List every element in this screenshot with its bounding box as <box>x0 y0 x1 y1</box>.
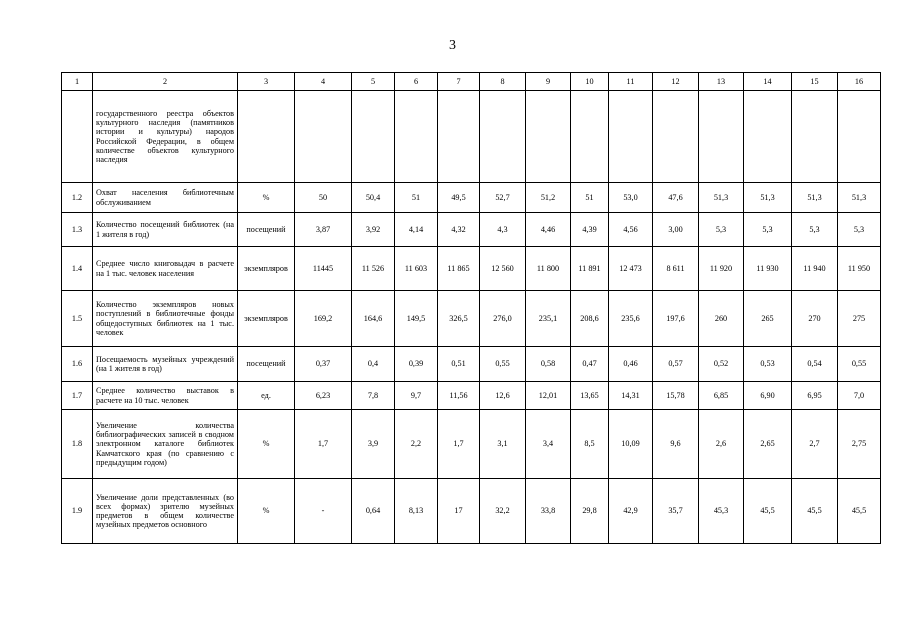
column-number-header: 13 <box>699 73 744 91</box>
unit-cell: экземпляров <box>238 291 295 347</box>
value-cell <box>571 91 609 183</box>
value-cell: 33,8 <box>526 479 571 544</box>
value-cell <box>352 91 395 183</box>
value-cell: 51,3 <box>792 183 838 213</box>
value-cell: 2,65 <box>744 410 792 479</box>
value-cell: 12,6 <box>480 382 526 410</box>
value-cell: 4,3 <box>480 213 526 247</box>
indicator-description-cell: Количество экземпляров новых поступлений в библиотечные фонды общедоступных библиотек на 1 тыс. человек <box>93 291 238 347</box>
value-cell: 50 <box>295 183 352 213</box>
table-row <box>62 91 881 183</box>
value-cell: 51,2 <box>526 183 571 213</box>
value-cell: 4,56 <box>609 213 653 247</box>
unit-cell: ед. <box>238 382 295 410</box>
value-cell: 3,1 <box>480 410 526 479</box>
value-cell: 326,5 <box>438 291 480 347</box>
unit-cell <box>238 91 295 183</box>
value-cell: 149,5 <box>395 291 438 347</box>
value-cell: 3,9 <box>352 410 395 479</box>
row-number-cell <box>62 91 93 183</box>
value-cell: 45,5 <box>792 479 838 544</box>
value-cell: 29,8 <box>571 479 609 544</box>
value-cell: 3,4 <box>526 410 571 479</box>
row-number-cell: 1.9 <box>62 479 93 544</box>
value-cell: 50,4 <box>352 183 395 213</box>
value-cell: 11 891 <box>571 247 609 291</box>
column-number-header: 8 <box>480 73 526 91</box>
column-number-header: 7 <box>438 73 480 91</box>
value-cell: 51,3 <box>838 183 881 213</box>
value-cell: 47,6 <box>653 183 699 213</box>
value-cell: 197,6 <box>653 291 699 347</box>
row-number-cell: 1.8 <box>62 410 93 479</box>
value-cell <box>653 91 699 183</box>
table-row <box>62 382 881 410</box>
unit-cell: посещений <box>238 213 295 247</box>
value-cell: 5,3 <box>744 213 792 247</box>
value-cell: 45,3 <box>699 479 744 544</box>
value-cell: 208,6 <box>571 291 609 347</box>
value-cell: 15,78 <box>653 382 699 410</box>
value-cell: 235,6 <box>609 291 653 347</box>
value-cell: 4,32 <box>438 213 480 247</box>
column-number-header: 12 <box>653 73 699 91</box>
column-number-header: 15 <box>792 73 838 91</box>
value-cell <box>295 91 352 183</box>
value-cell: 11 920 <box>699 247 744 291</box>
indicator-description-cell: Охват населения библиотечным обслуживанием <box>93 183 238 213</box>
value-cell: 11 526 <box>352 247 395 291</box>
table-row <box>62 213 881 247</box>
value-cell: 0,57 <box>653 347 699 382</box>
value-cell: 0,55 <box>838 347 881 382</box>
value-cell: 1,7 <box>438 410 480 479</box>
value-cell: 0,39 <box>395 347 438 382</box>
value-cell <box>438 91 480 183</box>
value-cell: 12 560 <box>480 247 526 291</box>
value-cell: 4,46 <box>526 213 571 247</box>
value-cell: 4,39 <box>571 213 609 247</box>
value-cell: 6,95 <box>792 382 838 410</box>
value-cell: 0,52 <box>699 347 744 382</box>
value-cell: 2,2 <box>395 410 438 479</box>
value-cell: 1,7 <box>295 410 352 479</box>
indicator-description-cell: Посещаемость музейных учреждений (на 1 жителя в год) <box>93 347 238 382</box>
indicators-table <box>61 72 881 544</box>
row-number-cell: 1.6 <box>62 347 93 382</box>
value-cell: 8,13 <box>395 479 438 544</box>
value-cell: 17 <box>438 479 480 544</box>
value-cell: 6,23 <box>295 382 352 410</box>
value-cell: 35,7 <box>653 479 699 544</box>
row-number-cell: 1.5 <box>62 291 93 347</box>
value-cell <box>609 91 653 183</box>
value-cell: 13,65 <box>571 382 609 410</box>
value-cell: 0,55 <box>480 347 526 382</box>
indicator-description-cell: Среднее количество выставок в расчете на 10 тыс. человек <box>93 382 238 410</box>
table-row <box>62 479 881 544</box>
value-cell: 8,5 <box>571 410 609 479</box>
table-row <box>62 183 881 213</box>
indicator-description-cell: Количество посещений библиотек (на 1 жителя в год) <box>93 213 238 247</box>
value-cell: 51,3 <box>744 183 792 213</box>
column-number-header: 2 <box>93 73 238 91</box>
value-cell: 0,37 <box>295 347 352 382</box>
indicator-description-cell: Увеличение количества библиографических записей в сводном электронном каталоге библиотек Камчатского края (по сравнению с предыдущим годом) <box>93 410 238 479</box>
value-cell: 5,3 <box>699 213 744 247</box>
value-cell <box>744 91 792 183</box>
column-number-header: 1 <box>62 73 93 91</box>
unit-cell: посещений <box>238 347 295 382</box>
value-cell: 8 611 <box>653 247 699 291</box>
value-cell: 2,7 <box>792 410 838 479</box>
value-cell: - <box>295 479 352 544</box>
value-cell: 42,9 <box>609 479 653 544</box>
value-cell: 265 <box>744 291 792 347</box>
table-row <box>62 347 881 382</box>
value-cell: 164,6 <box>352 291 395 347</box>
value-cell: 5,3 <box>838 213 881 247</box>
value-cell: 51 <box>571 183 609 213</box>
row-number-cell: 1.7 <box>62 382 93 410</box>
unit-cell: % <box>238 183 295 213</box>
row-number-cell: 1.2 <box>62 183 93 213</box>
indicator-description-cell: Среднее число книговыдач в расчете на 1 тыс. человек населения <box>93 247 238 291</box>
value-cell: 11 603 <box>395 247 438 291</box>
value-cell: 11 940 <box>792 247 838 291</box>
value-cell: 11 950 <box>838 247 881 291</box>
value-cell: 4,14 <box>395 213 438 247</box>
value-cell: 0,4 <box>352 347 395 382</box>
value-cell: 169,2 <box>295 291 352 347</box>
column-number-header: 10 <box>571 73 609 91</box>
value-cell: 0,47 <box>571 347 609 382</box>
value-cell: 0,53 <box>744 347 792 382</box>
value-cell: 6,90 <box>744 382 792 410</box>
table-header-row <box>62 73 881 91</box>
value-cell: 2,75 <box>838 410 881 479</box>
value-cell: 51,3 <box>699 183 744 213</box>
value-cell: 11 865 <box>438 247 480 291</box>
value-cell: 9,7 <box>395 382 438 410</box>
column-number-header: 14 <box>744 73 792 91</box>
value-cell: 11445 <box>295 247 352 291</box>
value-cell: 10,09 <box>609 410 653 479</box>
column-number-header: 11 <box>609 73 653 91</box>
value-cell: 12,01 <box>526 382 571 410</box>
value-cell: 0,54 <box>792 347 838 382</box>
value-cell: 0,51 <box>438 347 480 382</box>
value-cell: 0,64 <box>352 479 395 544</box>
value-cell: 5,3 <box>792 213 838 247</box>
column-number-header: 5 <box>352 73 395 91</box>
value-cell <box>395 91 438 183</box>
value-cell: 45,5 <box>744 479 792 544</box>
unit-cell: % <box>238 479 295 544</box>
column-number-header: 6 <box>395 73 438 91</box>
value-cell <box>480 91 526 183</box>
value-cell: 51 <box>395 183 438 213</box>
column-number-header: 9 <box>526 73 571 91</box>
column-number-header: 3 <box>238 73 295 91</box>
row-number-cell: 1.3 <box>62 213 93 247</box>
page-number: 3 <box>449 38 456 53</box>
table-row <box>62 410 881 479</box>
value-cell: 6,85 <box>699 382 744 410</box>
value-cell: 270 <box>792 291 838 347</box>
value-cell: 0,46 <box>609 347 653 382</box>
value-cell: 11 930 <box>744 247 792 291</box>
value-cell: 3,00 <box>653 213 699 247</box>
table-row <box>62 247 881 291</box>
value-cell: 276,0 <box>480 291 526 347</box>
value-cell: 275 <box>838 291 881 347</box>
value-cell: 45,5 <box>838 479 881 544</box>
indicator-description-cell: государственного реестра объектов культурного наследия (памятников истории и культуры) народов Российской Федерации, в общем количестве объектов культурного наследия <box>93 91 238 183</box>
value-cell: 7,0 <box>838 382 881 410</box>
value-cell: 53,0 <box>609 183 653 213</box>
column-number-header: 4 <box>295 73 352 91</box>
unit-cell: % <box>238 410 295 479</box>
value-cell <box>699 91 744 183</box>
value-cell: 3,92 <box>352 213 395 247</box>
value-cell: 11 800 <box>526 247 571 291</box>
value-cell: 12 473 <box>609 247 653 291</box>
value-cell <box>792 91 838 183</box>
table-row <box>62 291 881 347</box>
value-cell: 0,58 <box>526 347 571 382</box>
value-cell: 49,5 <box>438 183 480 213</box>
value-cell <box>526 91 571 183</box>
value-cell: 260 <box>699 291 744 347</box>
column-number-header: 16 <box>838 73 881 91</box>
indicator-description-cell: Увеличение доли представленных (во всех формах) зрителю музейных предметов в общем количестве музейных предметов основного <box>93 479 238 544</box>
value-cell: 32,2 <box>480 479 526 544</box>
value-cell: 14,31 <box>609 382 653 410</box>
unit-cell: экземпляров <box>238 247 295 291</box>
value-cell: 2,6 <box>699 410 744 479</box>
value-cell: 235,1 <box>526 291 571 347</box>
value-cell: 7,8 <box>352 382 395 410</box>
value-cell <box>838 91 881 183</box>
value-cell: 11,56 <box>438 382 480 410</box>
value-cell: 9,6 <box>653 410 699 479</box>
row-number-cell: 1.4 <box>62 247 93 291</box>
value-cell: 52,7 <box>480 183 526 213</box>
value-cell: 3,87 <box>295 213 352 247</box>
